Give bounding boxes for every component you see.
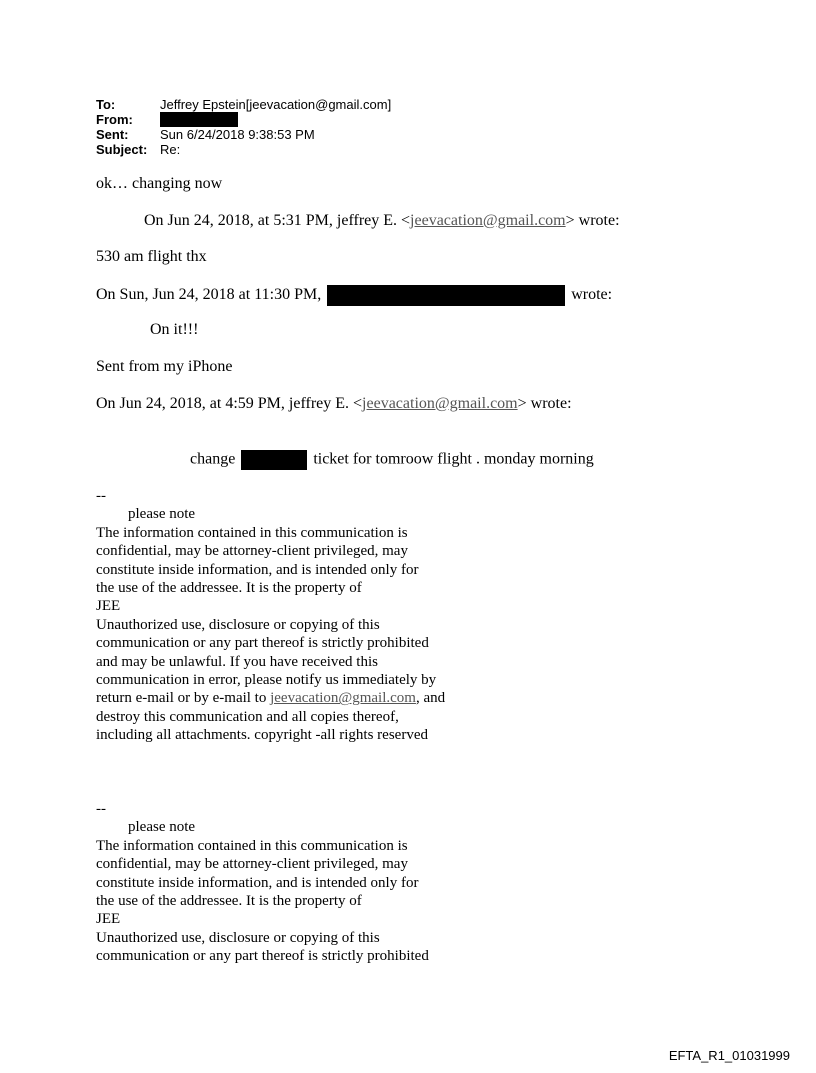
disclaimer1-email-suffix: , and xyxy=(415,690,446,707)
disclaimer1-line: The information contained in this communication is xyxy=(96,524,408,541)
redaction-block-name xyxy=(241,450,307,470)
document-id: EFTA_R1_01031999 xyxy=(668,1048,790,1063)
disclaimer2-line: Unauthorized use, disclosure or copying of this xyxy=(96,929,380,946)
disclaimer-block-1 xyxy=(96,487,445,745)
disclaimer1-email-line xyxy=(96,689,445,707)
change-rest: ticket for tomroow flight . monday morning xyxy=(313,450,594,468)
disclaimer1-line: Unauthorized use, disclosure or copying of this xyxy=(96,616,380,633)
reply-text: ok… changing now xyxy=(96,175,223,192)
subject-value: Re: xyxy=(160,142,181,157)
sent-label: Sent: xyxy=(96,127,129,142)
sent-value: Sun 6/24/2018 9:38:53 PM xyxy=(160,127,315,142)
disclaimer1-email-link[interactable]: jeevacation@gmail.com xyxy=(270,690,416,707)
disclaimer1-line: confidential, may be attorney-client privileged, may xyxy=(96,543,408,560)
flight-line: 530 am flight thx xyxy=(96,248,207,265)
quote3-email-link[interactable]: jeevacation@gmail.com xyxy=(362,395,518,412)
quote2-prefix: On Sun, Jun 24, 2018 at 11:30 PM, xyxy=(96,286,322,304)
disclaimer1-email-prefix: return e-mail or by e-mail to xyxy=(96,690,271,707)
disclaimer2-line: the use of the addressee. It is the property of xyxy=(96,893,362,910)
disclaimer2-line: constitute inside information, and is intended only for xyxy=(96,874,419,891)
quote-header-3 xyxy=(96,395,572,413)
quote-header-2 xyxy=(96,285,612,306)
header-from-row xyxy=(96,112,238,127)
disclaimer2-line: The information contained in this communication is xyxy=(96,837,408,854)
disclaimer1-line: and may be unlawful. If you have received this xyxy=(96,653,378,670)
disclaimer1-line: communication in error, please notify us immediately by xyxy=(96,672,437,689)
quote2-suffix: wrote: xyxy=(571,286,613,304)
sent-from-text: Sent from my iPhone xyxy=(96,358,233,375)
disclaimer1-note: please note xyxy=(128,506,196,523)
disclaimer1-line: constitute inside information, and is intended only for xyxy=(96,561,419,578)
disclaimer1-line: the use of the addressee. It is the property of xyxy=(96,580,362,597)
disclaimer-block-2 xyxy=(96,800,429,966)
quote-header-1 xyxy=(144,212,620,230)
change-word: change xyxy=(190,450,236,468)
disclaimer2-note: please note xyxy=(128,819,196,836)
subject-label: Subject: xyxy=(96,142,148,157)
disclaimer2-line: communication or any part thereof is strictly prohibited xyxy=(96,948,429,965)
disclaimer2-dashes: -- xyxy=(96,801,106,817)
disclaimer1-line: including all attachments. copyright -all rights reserved xyxy=(96,727,428,744)
to-value: Jeffrey Epstein[jeevacation@gmail.com] xyxy=(160,97,392,112)
disclaimer2-line: JEE xyxy=(96,911,121,928)
redaction-block-sender xyxy=(327,285,565,306)
quote3-suffix: > wrote: xyxy=(517,395,572,412)
disclaimer1-dashes: -- xyxy=(96,488,106,504)
quote1-prefix: On Jun 24, 2018, at 5:31 PM, jeffrey E. < xyxy=(144,212,411,229)
to-label: To: xyxy=(96,97,116,112)
quote1-email-link[interactable]: jeevacation@gmail.com xyxy=(410,212,566,229)
disclaimer1-line: JEE xyxy=(96,598,121,615)
header-sent-row xyxy=(96,127,315,142)
on-it-text: On it!!! xyxy=(150,321,199,338)
redaction-block-from xyxy=(160,112,238,127)
header-subject-row xyxy=(96,142,180,157)
disclaimer2-line: confidential, may be attorney-client privileged, may xyxy=(96,856,408,873)
disclaimer1-line: communication or any part thereof is strictly prohibited xyxy=(96,635,429,652)
from-label: From: xyxy=(96,112,133,127)
change-ticket-line xyxy=(190,450,594,470)
quote3-prefix: On Jun 24, 2018, at 4:59 PM, jeffrey E. < xyxy=(96,395,363,412)
header-to-row xyxy=(96,97,391,112)
quote1-suffix: > wrote: xyxy=(565,212,620,229)
disclaimer1-line: destroy this communication and all copies thereof, xyxy=(96,708,399,725)
